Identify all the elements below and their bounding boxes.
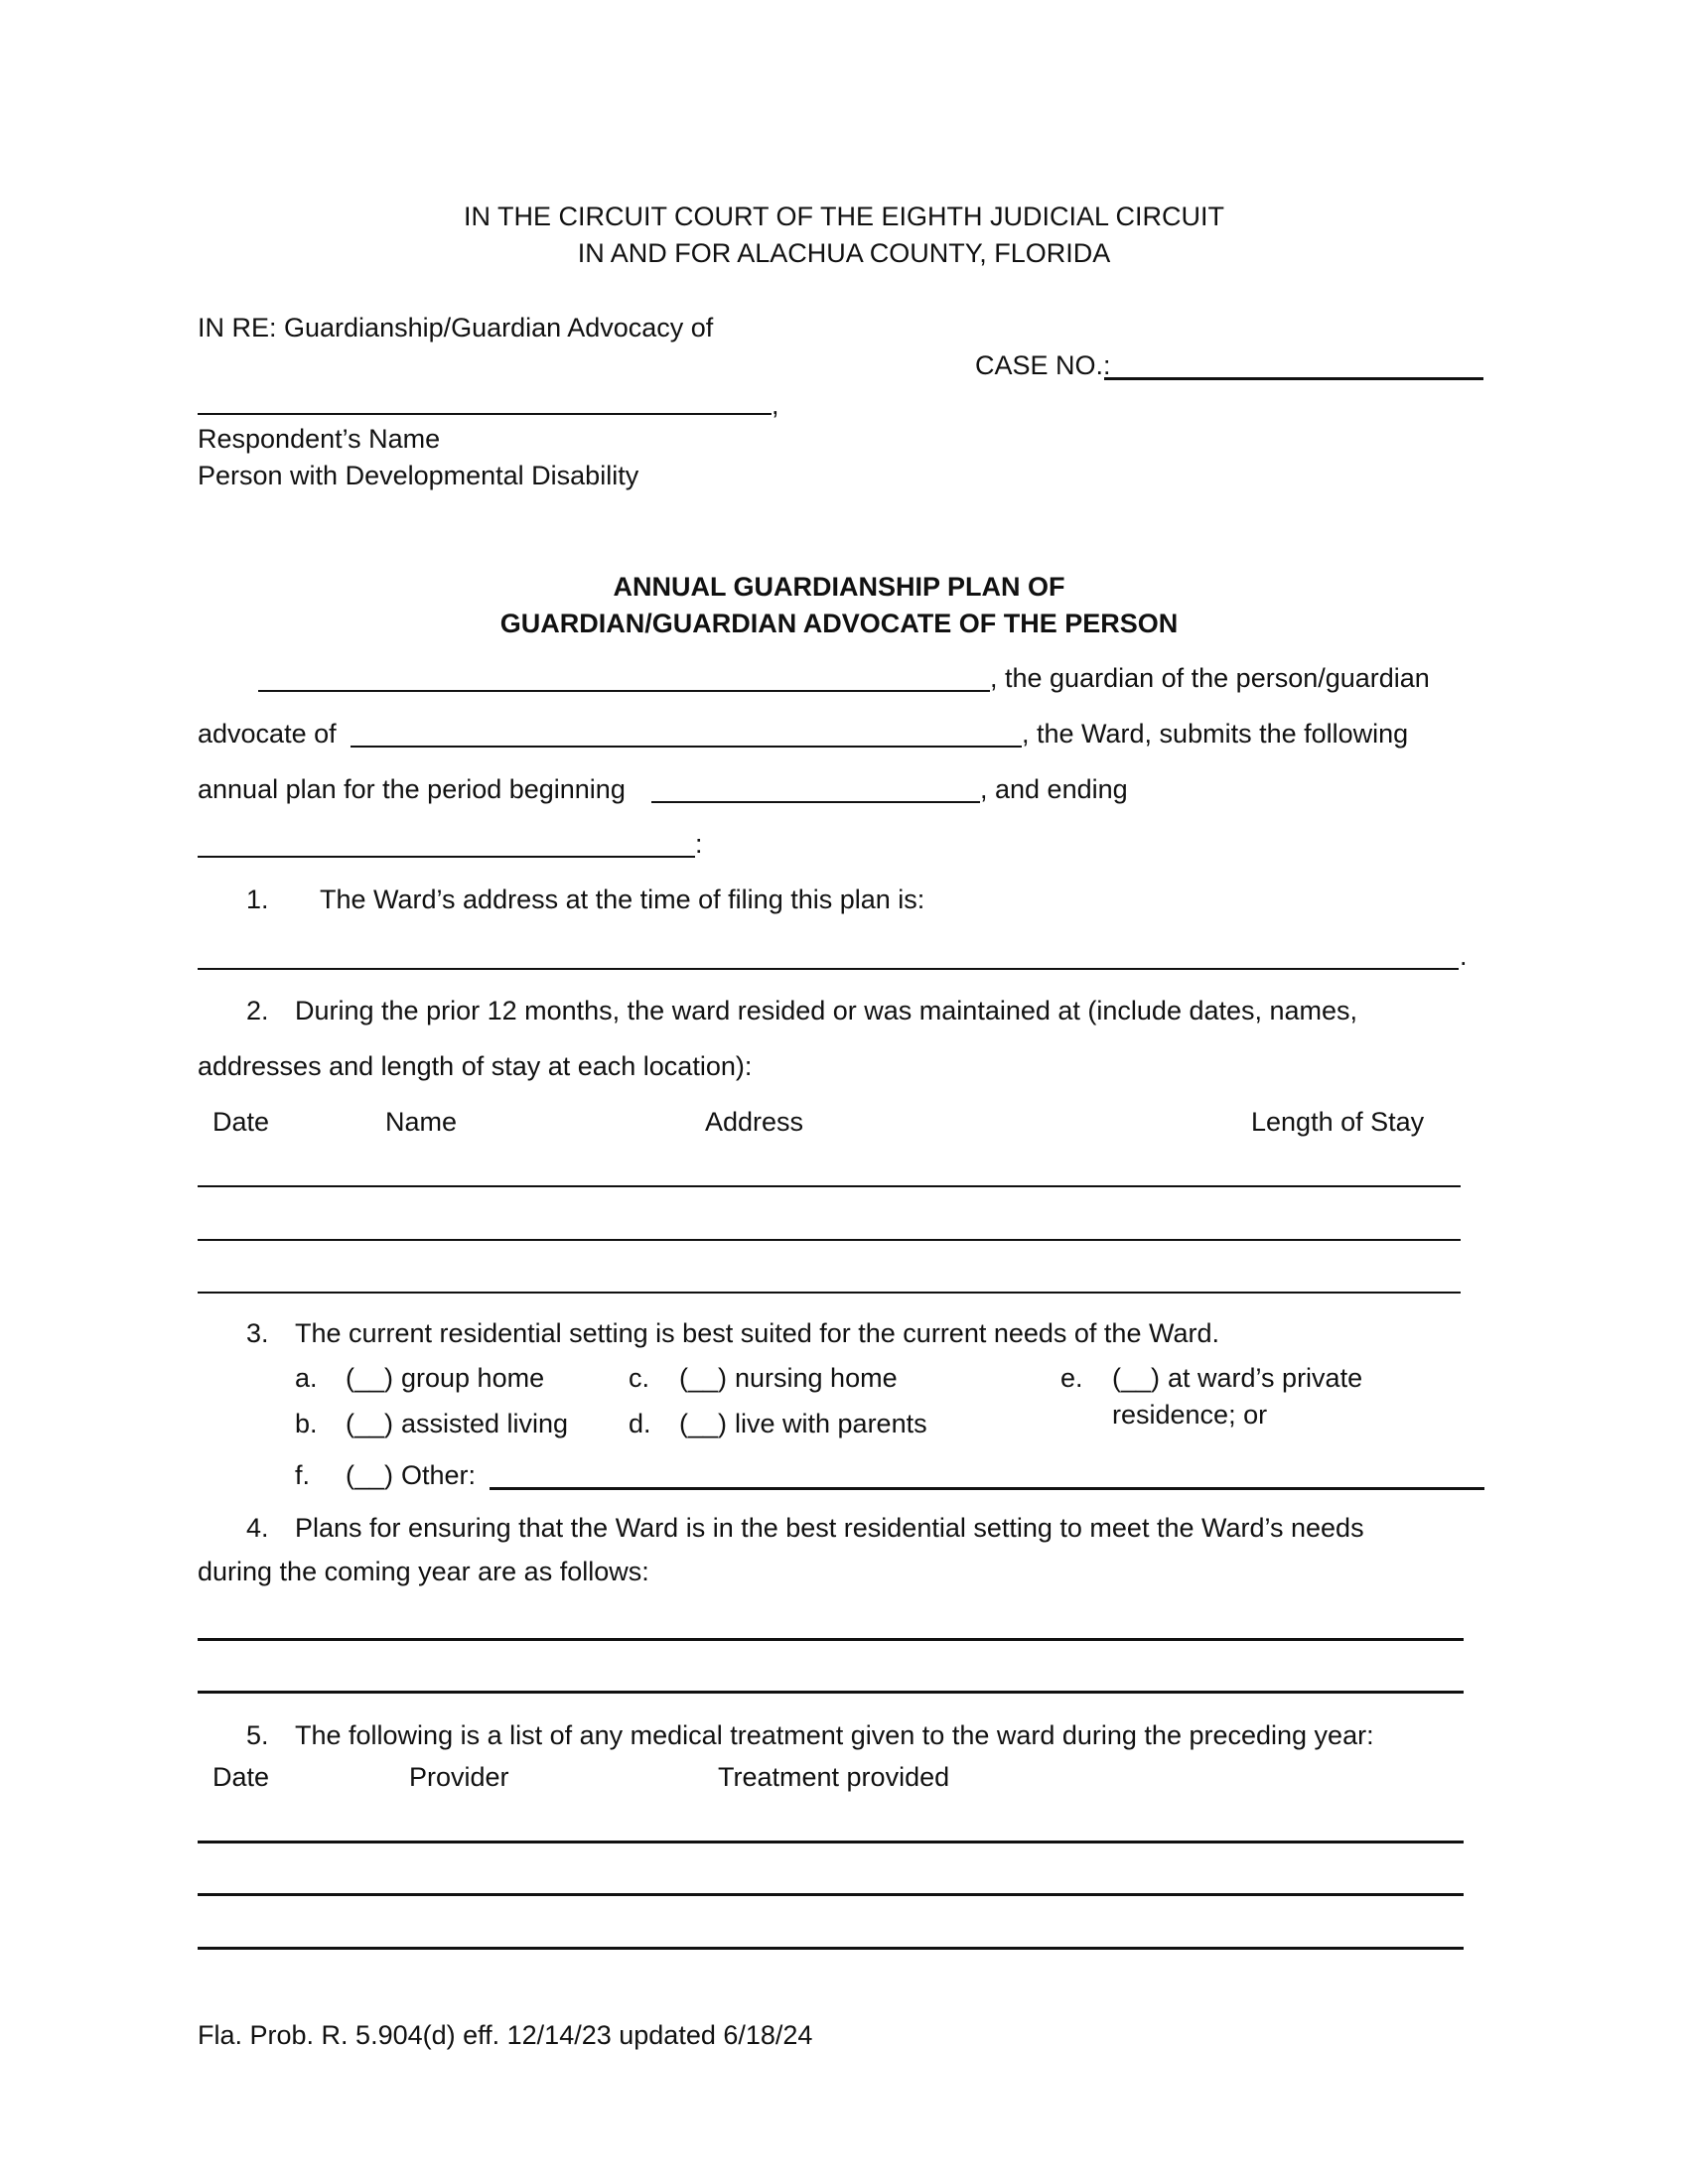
option-a-checkbox[interactable]: (__) [346, 1363, 394, 1393]
option-d-letter: d. [629, 1409, 651, 1438]
respondent-comma: , [772, 390, 779, 420]
item-1-number: 1. [246, 885, 269, 914]
intro-colon: : [695, 829, 703, 859]
period-begin-field[interactable] [651, 801, 980, 803]
item-5-text: The following is a list of any medical treatment given to the ward during the preceding year: [295, 1720, 1374, 1750]
option-e-letter: e. [1060, 1363, 1083, 1393]
item-3-text: The current residential setting is best suited for the current needs of the Ward. [295, 1318, 1219, 1348]
residence-col-address: Address [705, 1107, 804, 1137]
option-c-label: nursing home [735, 1363, 898, 1393]
in-re-label: IN RE: Guardianship/Guardian Advocacy of [198, 313, 714, 342]
option-c-checkbox[interactable]: (__) [679, 1363, 728, 1393]
title-line-2: GUARDIAN/GUARDIAN ADVOCATE OF THE PERSON [499, 609, 1179, 638]
item-4-text-cont: during the coming year are as follows: [198, 1557, 649, 1586]
intro-line-1: , the guardian of the person/guardian [990, 663, 1430, 693]
title-line-1: ANNUAL GUARDIANSHIP PLAN OF [613, 572, 1065, 602]
period-end-field[interactable] [198, 856, 695, 858]
intro-and-ending: , and ending [980, 774, 1128, 804]
option-e-label: at ward’s private [1168, 1363, 1363, 1393]
respondent-sub-label: Person with Developmental Disability [198, 461, 639, 490]
item-4-text: Plans for ensuring that the Ward is in the best residential setting to meet the Ward’s needs [295, 1513, 1364, 1543]
option-a-label: group home [401, 1363, 545, 1393]
option-d-checkbox[interactable]: (__) [679, 1409, 728, 1438]
option-a-letter: a. [295, 1363, 318, 1393]
rule-citation-footer: Fla. Prob. R. 5.904(d) eff. 12/14/23 updated 6/18/24 [198, 2020, 813, 2050]
ward-address-field[interactable] [198, 968, 1459, 970]
item-5-number: 5. [246, 1720, 269, 1750]
ward-name-field[interactable] [351, 746, 1022, 748]
intro-advocate-of: advocate of [198, 719, 337, 749]
intro-period-beginning: annual plan for the period beginning [198, 774, 626, 804]
residence-row-3[interactable] [198, 1292, 1461, 1294]
court-line-2: IN AND FOR ALACHUA COUNTY, FLORIDA [577, 238, 1111, 268]
treatment-row-3[interactable] [198, 1947, 1464, 1950]
plan-line-1[interactable] [198, 1638, 1464, 1641]
option-f-checkbox[interactable]: (__) [346, 1460, 394, 1490]
treatment-col-date: Date [212, 1762, 270, 1792]
option-e-checkbox[interactable]: (__) [1112, 1363, 1161, 1393]
treatment-col-provider: Provider [409, 1762, 509, 1792]
option-f-label: Other: [401, 1460, 477, 1490]
residence-col-date: Date [212, 1107, 270, 1137]
item-2-text: During the prior 12 months, the ward resided or was maintained at (include dates, names, [295, 996, 1358, 1025]
case-no-field[interactable] [1104, 377, 1483, 380]
item-2-text-cont: addresses and length of stay at each location): [198, 1051, 753, 1081]
residence-row-2[interactable] [198, 1239, 1461, 1241]
item-2-number: 2. [246, 996, 269, 1025]
option-b-checkbox[interactable]: (__) [346, 1409, 394, 1438]
other-setting-field[interactable] [490, 1487, 1484, 1490]
court-line-1: IN THE CIRCUIT COURT OF THE EIGHTH JUDICIAL CIRCUIT [463, 202, 1225, 231]
option-f-letter: f. [295, 1460, 311, 1490]
item-3-number: 3. [246, 1318, 269, 1348]
intro-line-2-end: , the Ward, submits the following [1022, 719, 1409, 749]
option-e-label-cont: residence; or [1112, 1400, 1268, 1430]
residence-col-name: Name [385, 1107, 458, 1137]
option-b-letter: b. [295, 1409, 318, 1438]
respondent-name-field[interactable] [198, 413, 772, 415]
treatment-col-treatment: Treatment provided [718, 1762, 950, 1792]
residence-col-length: Length of Stay [1251, 1107, 1425, 1137]
item-1-period: . [1460, 941, 1468, 971]
guardian-name-field[interactable] [258, 690, 990, 692]
residence-row-1[interactable] [198, 1185, 1461, 1187]
treatment-row-1[interactable] [198, 1841, 1464, 1843]
item-1-text: The Ward’s address at the time of filing this plan is: [320, 885, 925, 914]
option-c-letter: c. [629, 1363, 650, 1393]
treatment-row-2[interactable] [198, 1893, 1464, 1896]
case-no-label: CASE NO.: [975, 350, 1111, 380]
option-d-label: live with parents [735, 1409, 927, 1438]
option-b-label: assisted living [401, 1409, 569, 1438]
item-4-number: 4. [246, 1513, 269, 1543]
plan-line-2[interactable] [198, 1691, 1464, 1694]
respondent-label: Respondent’s Name [198, 424, 441, 454]
